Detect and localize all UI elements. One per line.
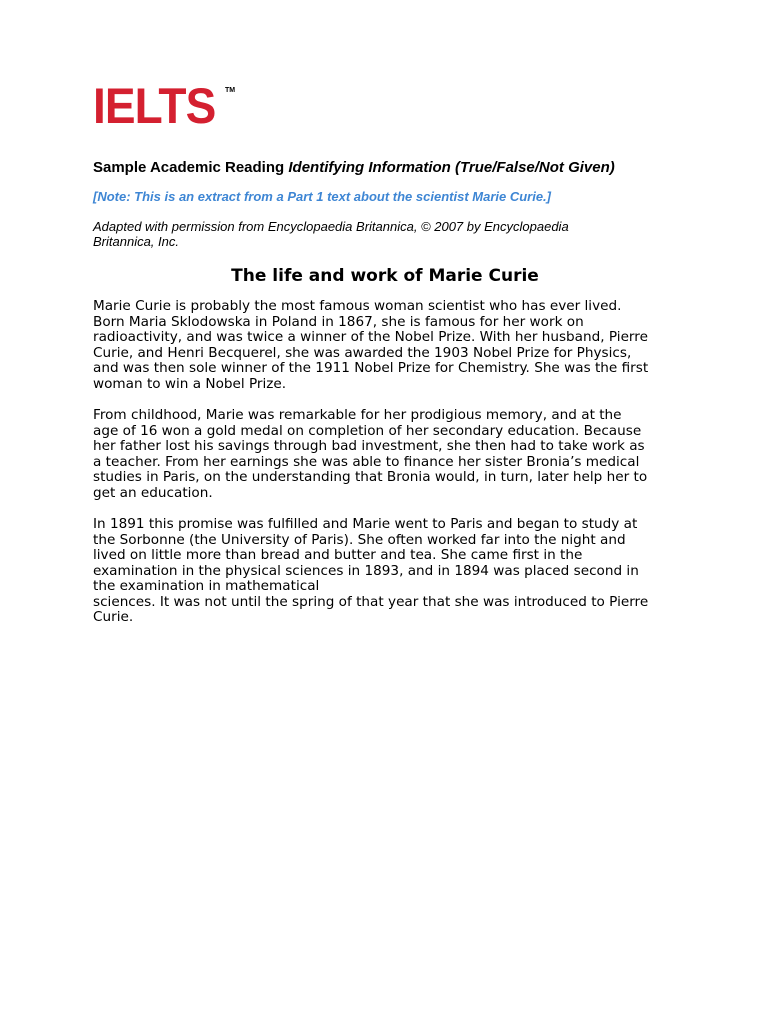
paragraph-line: Curie. <box>93 609 134 625</box>
heading-plain: Sample Academic Reading <box>93 159 289 176</box>
logo-wordmark: IELTS <box>93 78 216 134</box>
paragraph-line: woman to win a Nobel Prize. <box>93 375 287 392</box>
ielts-logo <box>93 78 236 134</box>
heading-italic: Identifying Information (True/False/Not Given) <box>288 159 615 176</box>
article-paragraph <box>93 517 683 626</box>
paragraph-line: radioactivity, and was twice a winner of the Nobel Prize. With her husband, Pierre <box>93 329 648 345</box>
paragraph-line: a teacher. From her earnings she was able to finance her sister Bronia’s medical <box>93 453 640 470</box>
paragraph-line: In 1891 this promise was fulfilled and Marie went to Paris and began to study at <box>93 516 638 532</box>
paragraph-line: get an education. <box>93 484 213 501</box>
article-paragraph <box>93 299 683 392</box>
paragraph-line: studies in Paris, on the understanding that Bronia would, in turn, later help her to <box>93 469 648 485</box>
paragraph-line: Curie, and Henri Becquerel, she was awarded the 1903 Nobel Prize for Physics, <box>93 344 632 361</box>
paragraph-line: her father lost his savings through bad investment, she then had to take work as <box>93 438 645 454</box>
paragraph-line: and was then sole winner of the 1911 Nobel Prize for Chemistry. She was the first <box>93 360 649 376</box>
paragraph-line: the Sorbonne (the University of Paris). She often worked far into the night and <box>93 531 626 548</box>
article-paragraph <box>93 408 683 501</box>
paragraph-line: examination in the physical sciences in 1893, and in 1894 was placed second in <box>93 562 639 579</box>
paragraph-line: lived on little more than bread and butter and tea. She came first in the <box>93 547 583 563</box>
copyright-credit: Adapted with permission from Encyclopaedia Britannica, © 2007 by Encyclopaedia Britannica, Inc. <box>93 219 569 249</box>
trademark-symbol: TM <box>225 87 236 94</box>
document-page <box>93 78 683 626</box>
paragraph-line: age of 16 won a gold medal on completion of her secondary education. Because <box>93 422 642 439</box>
paragraph-line: From childhood, Marie was remarkable for her prodigious memory, and at the <box>93 407 622 423</box>
paragraph-line: sciences. It was not until the spring of that year that she was introduced to Pierre <box>93 593 649 610</box>
section-heading <box>93 159 683 177</box>
paragraph-line: Marie Curie is probably the most famous woman scientist who has ever lived. <box>93 298 622 314</box>
editor-note: [Note: This is an extract from a Part 1 text about the scientist Marie Curie.] <box>93 189 551 204</box>
paragraph-line: Born Maria Sklodowska in Poland in 1867, she is famous for her work on <box>93 313 584 330</box>
article-title: The life and work of Marie Curie <box>231 266 539 286</box>
paragraph-line: the examination in mathematical <box>93 578 320 594</box>
